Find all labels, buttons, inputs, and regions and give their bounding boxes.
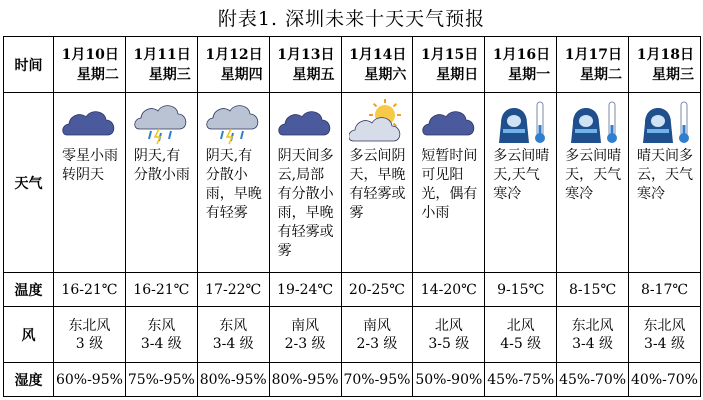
wind-direction: 北风 <box>506 317 535 334</box>
date-cell <box>557 37 629 93</box>
weekday-label: 星期二 <box>580 66 622 83</box>
wind-cell <box>341 307 413 363</box>
weather-row <box>4 93 701 273</box>
sun-cloud-icon <box>349 99 405 145</box>
date-cell <box>269 37 341 93</box>
date-cell <box>54 37 126 93</box>
weather-description: 短暂时间可见阳光，偶有小雨 <box>421 148 478 221</box>
temperature-cell: 16-21℃ <box>54 273 126 307</box>
weather-cell <box>54 93 126 273</box>
date-cell <box>485 37 557 93</box>
wind-level: 3-5 级 <box>428 335 470 352</box>
wind-level: 4-5 级 <box>500 335 542 352</box>
cold-person-thermometer-icon <box>637 99 693 145</box>
wind-direction: 东风 <box>147 317 176 334</box>
wind-row <box>4 307 701 363</box>
humidity-cell: 80%-95% <box>197 363 269 397</box>
wind-level: 2-3 级 <box>356 335 398 352</box>
wind-cell <box>54 307 126 363</box>
row-label-time: 时间 <box>4 37 54 93</box>
weekday-label: 星期五 <box>292 66 335 83</box>
weather-description: 多云间晴天，天气寒冷 <box>565 148 622 202</box>
weekday-label: 星期日 <box>436 66 479 83</box>
date-cell <box>125 37 197 93</box>
wind-level: 3-4 级 <box>140 335 182 352</box>
temperature-row <box>4 273 701 307</box>
wind-direction: 南风 <box>362 317 391 334</box>
wind-level: 3-4 级 <box>572 335 614 352</box>
wind-direction: 东北风 <box>643 317 686 334</box>
humidity-row <box>4 363 701 397</box>
wind-cell <box>269 307 341 363</box>
humidity-cell: 40%-70% <box>629 363 701 397</box>
weather-cell <box>341 93 413 273</box>
temperature-cell: 20-25℃ <box>341 273 413 307</box>
cloud-rain-icon <box>133 99 189 145</box>
wind-level: 3-4 级 <box>644 335 685 352</box>
row-label-temperature: 温度 <box>4 273 54 307</box>
weather-description: 多云间晴天,天气寒冷 <box>493 148 550 202</box>
date-cell <box>629 37 701 93</box>
row-label-wind: 风 <box>4 307 54 363</box>
wind-direction: 南风 <box>291 317 320 334</box>
date-label: 1月12日 <box>205 46 263 63</box>
date-cell <box>341 37 413 93</box>
weather-cell <box>413 93 485 273</box>
weather-cell <box>197 93 269 273</box>
weather-description: 多云间阴天，早晚有轻雾或雾 <box>349 148 406 221</box>
weather-description: 阴天,有分散小雨，早晚有轻雾 <box>205 148 262 221</box>
date-label: 1月13日 <box>277 46 335 63</box>
cloud-drizzle-icon <box>277 99 333 145</box>
date-label: 1月18日 <box>636 46 694 63</box>
weekday-label: 星期一 <box>508 66 551 83</box>
date-label: 1月14日 <box>349 46 407 63</box>
weekday-label: 星期六 <box>364 66 407 83</box>
wind-direction: 东北风 <box>68 317 111 334</box>
temperature-cell: 9-15℃ <box>485 273 557 307</box>
temperature-cell: 14-20℃ <box>413 273 485 307</box>
temperature-cell: 19-24℃ <box>269 273 341 307</box>
humidity-cell: 60%-95% <box>54 363 126 397</box>
wind-level: 2-3 级 <box>284 335 326 352</box>
cold-person-thermometer-icon <box>565 99 621 145</box>
date-label: 1月10日 <box>61 46 119 63</box>
humidity-cell: 45%-70% <box>557 363 629 397</box>
wind-direction: 东风 <box>219 317 248 334</box>
temperature-cell: 17-22℃ <box>197 273 269 307</box>
weather-cell <box>269 93 341 273</box>
document-title: 附表1. 深圳未来十天天气预报 <box>217 8 486 30</box>
humidity-cell: 75%-95% <box>125 363 197 397</box>
weather-cell <box>485 93 557 273</box>
date-label: 1月16日 <box>492 46 551 63</box>
wind-level: 3-4 级 <box>212 335 254 352</box>
weather-cell <box>557 93 629 273</box>
humidity-cell: 80%-95% <box>269 363 341 397</box>
humidity-cell: 70%-95% <box>341 363 413 397</box>
temperature-cell: 8-17℃ <box>629 273 701 307</box>
temperature-cell: 8-15℃ <box>557 273 629 307</box>
wind-direction: 北风 <box>434 317 463 334</box>
weather-description: 阴天,有分散小雨 <box>133 148 190 183</box>
row-label-humidity: 湿度 <box>4 363 54 397</box>
wind-direction: 东北风 <box>571 317 614 334</box>
date-row <box>4 37 701 93</box>
cloud-drizzle-icon <box>421 99 477 145</box>
weekday-label: 星期二 <box>76 66 119 83</box>
wind-cell <box>629 307 701 363</box>
humidity-cell: 50%-90% <box>413 363 485 397</box>
wind-cell <box>197 307 269 363</box>
cold-person-thermometer-icon <box>493 99 549 145</box>
wind-cell <box>413 307 485 363</box>
date-cell <box>413 37 485 93</box>
forecast-table <box>3 36 701 397</box>
weekday-label: 星期四 <box>220 66 263 83</box>
date-label: 1月11日 <box>133 46 191 63</box>
cloud-rain-icon <box>205 99 261 145</box>
temperature-cell: 16-21℃ <box>125 273 197 307</box>
wind-level: 3 级 <box>75 335 104 352</box>
date-label: 1月17日 <box>564 46 622 63</box>
row-label-weather: 天气 <box>4 93 54 273</box>
weather-description: 阴天间多云,局部有分散小雨，早晚有轻雾或雾 <box>277 148 334 259</box>
date-cell <box>197 37 269 93</box>
weather-cell <box>125 93 197 273</box>
humidity-cell: 45%-75% <box>485 363 557 397</box>
date-label: 1月15日 <box>421 46 479 63</box>
weather-description: 零星小雨转阴天 <box>62 148 118 183</box>
weather-cell <box>629 93 701 273</box>
wind-cell <box>557 307 629 363</box>
wind-cell <box>485 307 557 363</box>
cloud-drizzle-icon <box>61 99 117 145</box>
wind-cell <box>125 307 197 363</box>
weather-description: 晴天间多云，天气寒冷 <box>637 148 693 202</box>
weekday-label: 星期三 <box>148 66 191 83</box>
weekday-label: 星期三 <box>652 66 694 83</box>
